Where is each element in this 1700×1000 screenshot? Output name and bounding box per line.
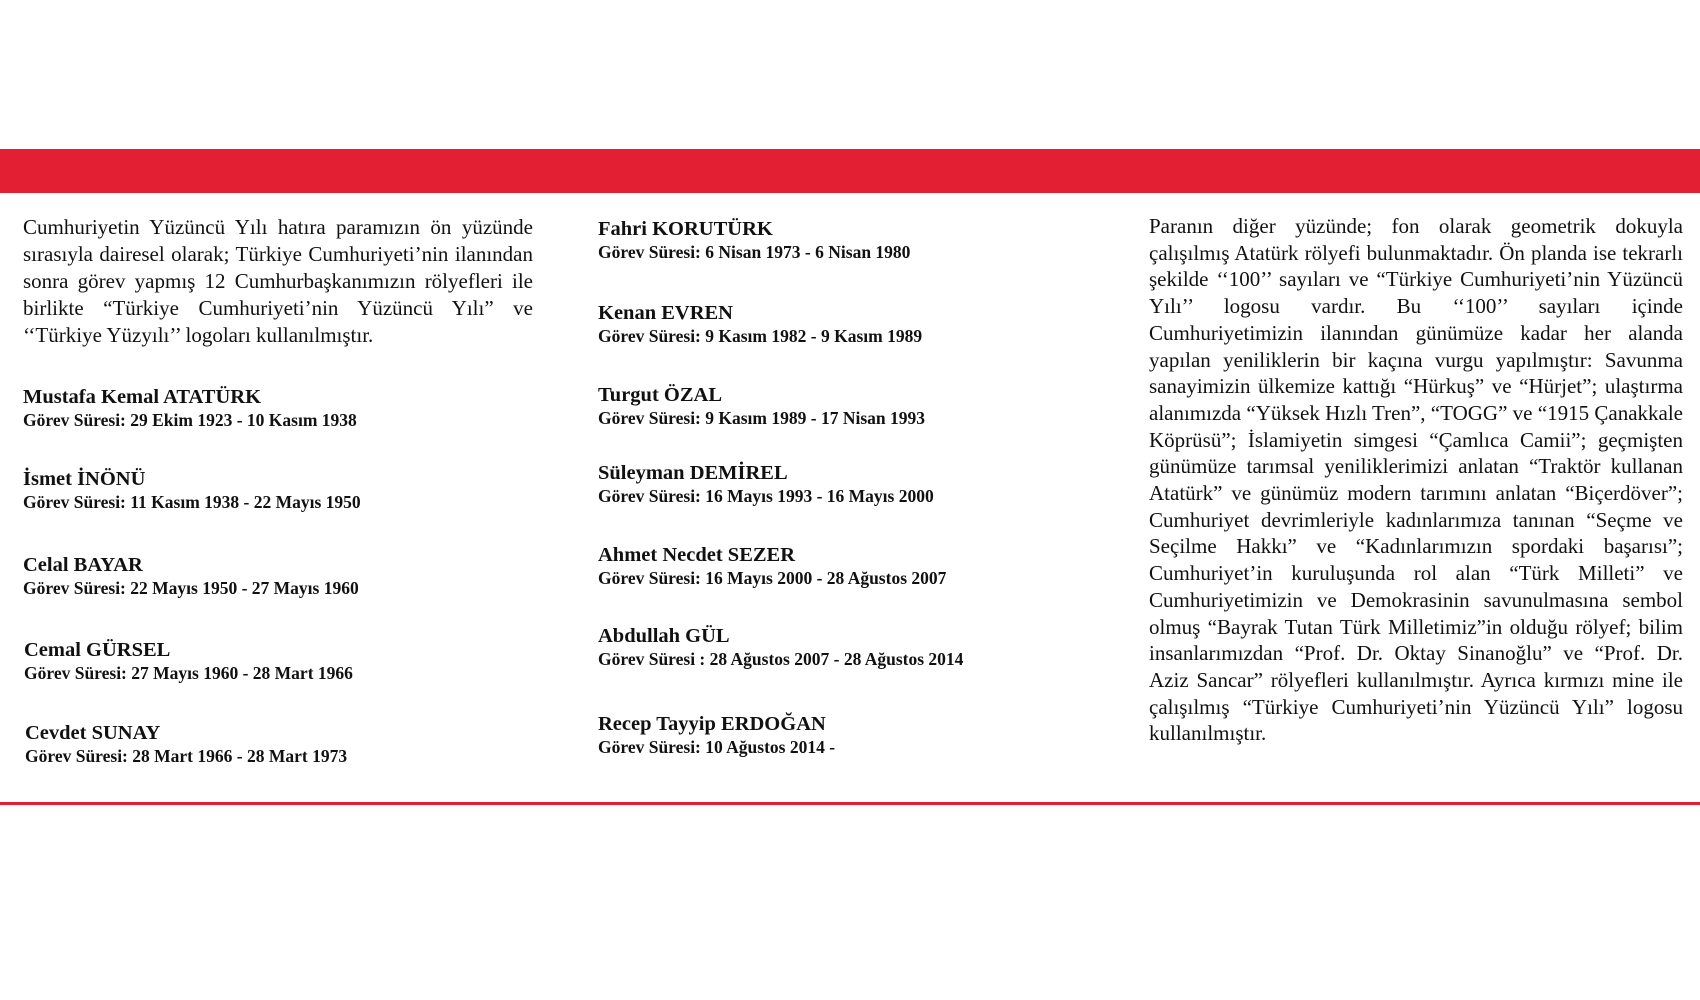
president-name: Mustafa Kemal ATATÜRK [23,386,262,408]
president-entry [23,467,583,513]
president-entry [25,721,585,767]
term-of-office: Görev Süresi: 22 Mayıs 1950 - 27 Mayıs 1960 [23,578,359,598]
term-of-office: Görev Süresi : 28 Ağustos 2007 - 28 Ağustos 2014 [598,649,964,669]
term-of-office: Görev Süresi: 28 Mart 1966 - 28 Mart 1973 [25,746,348,766]
term-of-office: Görev Süresi: 9 Kasım 1982 - 9 Kasım 1989 [598,326,923,346]
president-name: Abdullah GÜL [598,625,730,647]
president-entry [598,383,1158,429]
term-of-office: Görev Süresi: 11 Kasım 1938 - 22 Mayıs 1950 [23,492,361,512]
term-of-office: Görev Süresi: 6 Nisan 1973 - 6 Nisan 1980 [598,242,911,262]
president-name: Recep Tayyip ERDOĞAN [598,713,826,735]
president-name: Süleyman DEMİREL [598,462,788,484]
president-entry [598,461,1158,507]
president-entry [23,553,583,599]
president-name: Kenan EVREN [598,302,733,324]
term-of-office: Görev Süresi: 27 Mayıs 1960 - 28 Mart 1966 [24,663,353,683]
president-name: Celal BAYAR [23,554,143,576]
president-name: Cevdet SUNAY [25,722,161,744]
top-red-band [0,149,1700,193]
president-entry [598,301,1158,347]
president-name: Cemal GÜRSEL [24,639,171,661]
president-entry [23,385,583,431]
president-name: Turgut ÖZAL [598,384,722,406]
president-entry [598,624,1158,670]
president-name: Fahri KORUTÜRK [598,218,773,240]
president-name: Ahmet Necdet SEZER [598,544,796,566]
president-entry [24,638,584,684]
term-of-office: Görev Süresi: 9 Kasım 1989 - 17 Nisan 1993 [598,408,925,428]
intro-column [23,214,533,349]
term-of-office: Görev Süresi: 16 Mayıs 2000 - 28 Ağustos 2007 [598,568,947,588]
president-entry [598,543,1158,589]
term-of-office: Görev Süresi: 16 Mayıs 1993 - 16 Mayıs 2000 [598,486,934,506]
president-entry [598,217,1158,263]
term-of-office: Görev Süresi: 10 Ağustos 2014 - [598,737,836,757]
reverse-description: Paranın diğer yüzünde; fon olarak geometrik dokuyla çalışılmış Atatürk rölyefi bulunmaktadır. Ön planda ise tekrarlı şekilde ‘‘100’’ sayıları ve “Türkiye Cumhuriyeti’nin Yüzüncü Yılı’’ logosu vardır. Bu ‘‘100’’ sayıları içinde Cumhuriyetimizin ilanından günümüze kadar her alanda yapılan yeniliklerin bir kaçına vurgu yapılmıştır: Savunma sanayimizin ülkemize kattığı “Hürkuş” ve “Hürjet”; ulaştırma alanımızda “Yüksek Hızlı Tren”, “TOGG” ve “1915 Çanakkale Köprüsü”; İslamiyetin simgesi “Çamlıca Camii”; geçmişten günümüze tarımsal yeniliklerimizi anlatan “Traktör kullanan Atatürk” ve günümüz modern tarımını anlatan “Biçerdöver”; Cumhuriyet devrimleriyle kadınlarımıza tanınan “Seçme ve Seçilme Hakkı” ve “Kadınlarımızın spordaki başarısı”; Cumhuriyet’in kuruluşunda rol alan “Türk Milleti” ve Cumhuriyetimizin ve Demokrasinin savunulmasına sembol olmuş “Bayrak Tutan Türk Milletimiz”in olduğu rölyef; bilim insanlarımızdan “Prof. Dr. Oktay Sinanoğlu” ve “Prof. Dr. Aziz Sancar” rölyefleri kullanılmıştır. Ayrıca kırmızı mine ile çalışılmış “Türkiye Cumhuriyeti’nin Yüzüncü Yılı” logosu kullanılmıştır. [1149,214,1683,746]
term-of-office: Görev Süresi: 29 Ekim 1923 - 10 Kasım 1938 [23,410,357,430]
reverse-description-column [1149,213,1683,747]
intro-paragraph: Cumhuriyetin Yüzüncü Yılı hatıra paramızın ön yüzünde sırasıyla dairesel olarak; Türkiye Cumhuriyeti’nin ilanından sonra görev yapmış 12 Cumhurbaşkanımızın rölyefleri ile birlikte “Türkiye Cumhuriyeti’nin Yüzüncü Yılı” ve ‘‘Türkiye Yüzyılı’’ logoları kullanılmıştır. [23,215,533,347]
bottom-red-line [0,802,1700,805]
president-name: İsmet İNÖNÜ [23,468,146,490]
president-entry [598,712,1158,758]
